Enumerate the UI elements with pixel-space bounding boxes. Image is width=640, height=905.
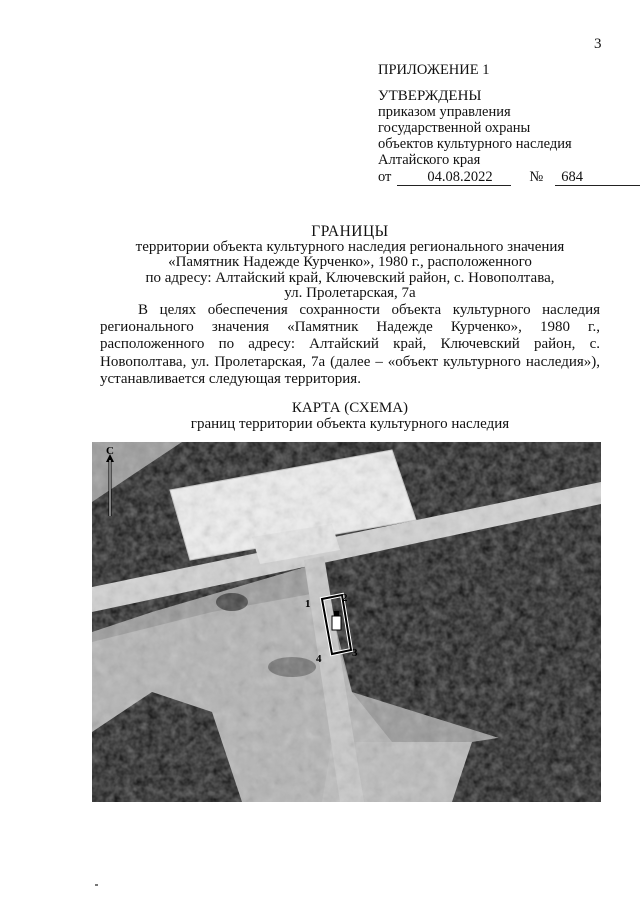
appendix-heading: ПРИЛОЖЕНИЕ 1 — [378, 62, 490, 78]
order-row — [378, 169, 640, 186]
approval-block — [378, 62, 640, 186]
point-label-4: 4 — [316, 653, 322, 665]
title-line: ул. Пролетарская, 7а — [284, 285, 416, 301]
title-line: «Памятник Надежде Курченко», 1980 г., расположенного — [168, 254, 532, 270]
document-title — [100, 224, 600, 302]
approval-line: приказом управления — [378, 104, 511, 120]
body-paragraph: В целях обеспечения сохранности объекта культурного наследия регионального значения «Памятник Надежде Курченко», 1980 г., расположенного по адресу: Алтайский край, Ключевский район, с. Новополтава, ул. Пролетарская, 7а (далее – «объект культурного наследия»), устанавливается следующая территория. — [100, 302, 600, 387]
page-number: 3 — [594, 36, 602, 52]
point-label-1: 1 — [305, 598, 311, 610]
approved-heading: УТВЕРЖДЕНЫ — [378, 88, 482, 104]
number-label: № — [529, 169, 544, 185]
aerial-map-image — [92, 442, 601, 802]
from-label: от — [378, 169, 392, 185]
title-line: по адресу: Алтайский край, Ключевский район, с. Новополтава, — [145, 269, 555, 286]
north-label: С — [106, 445, 114, 457]
point-label-3: 3 — [352, 647, 358, 659]
approval-line: объектов культурного наследия — [378, 136, 572, 152]
approval-line: государственной охраны — [378, 120, 531, 136]
aerial-map — [92, 442, 601, 802]
title-main: ГРАНИЦЫ — [311, 223, 389, 240]
map-title — [100, 400, 600, 432]
scan-speck — [95, 884, 98, 886]
title-line: территории объекта культурного наследия регионального значения — [135, 238, 565, 255]
order-date: 04.08.2022 — [397, 169, 511, 186]
point-label-2: 2 — [342, 592, 348, 604]
map-title-main: КАРТА (СХЕМА) — [291, 400, 409, 416]
order-number: 684 — [555, 169, 640, 186]
approval-line: Алтайского края — [378, 152, 481, 168]
map-title-sub: границ территории объекта культурного наследия — [190, 416, 510, 432]
